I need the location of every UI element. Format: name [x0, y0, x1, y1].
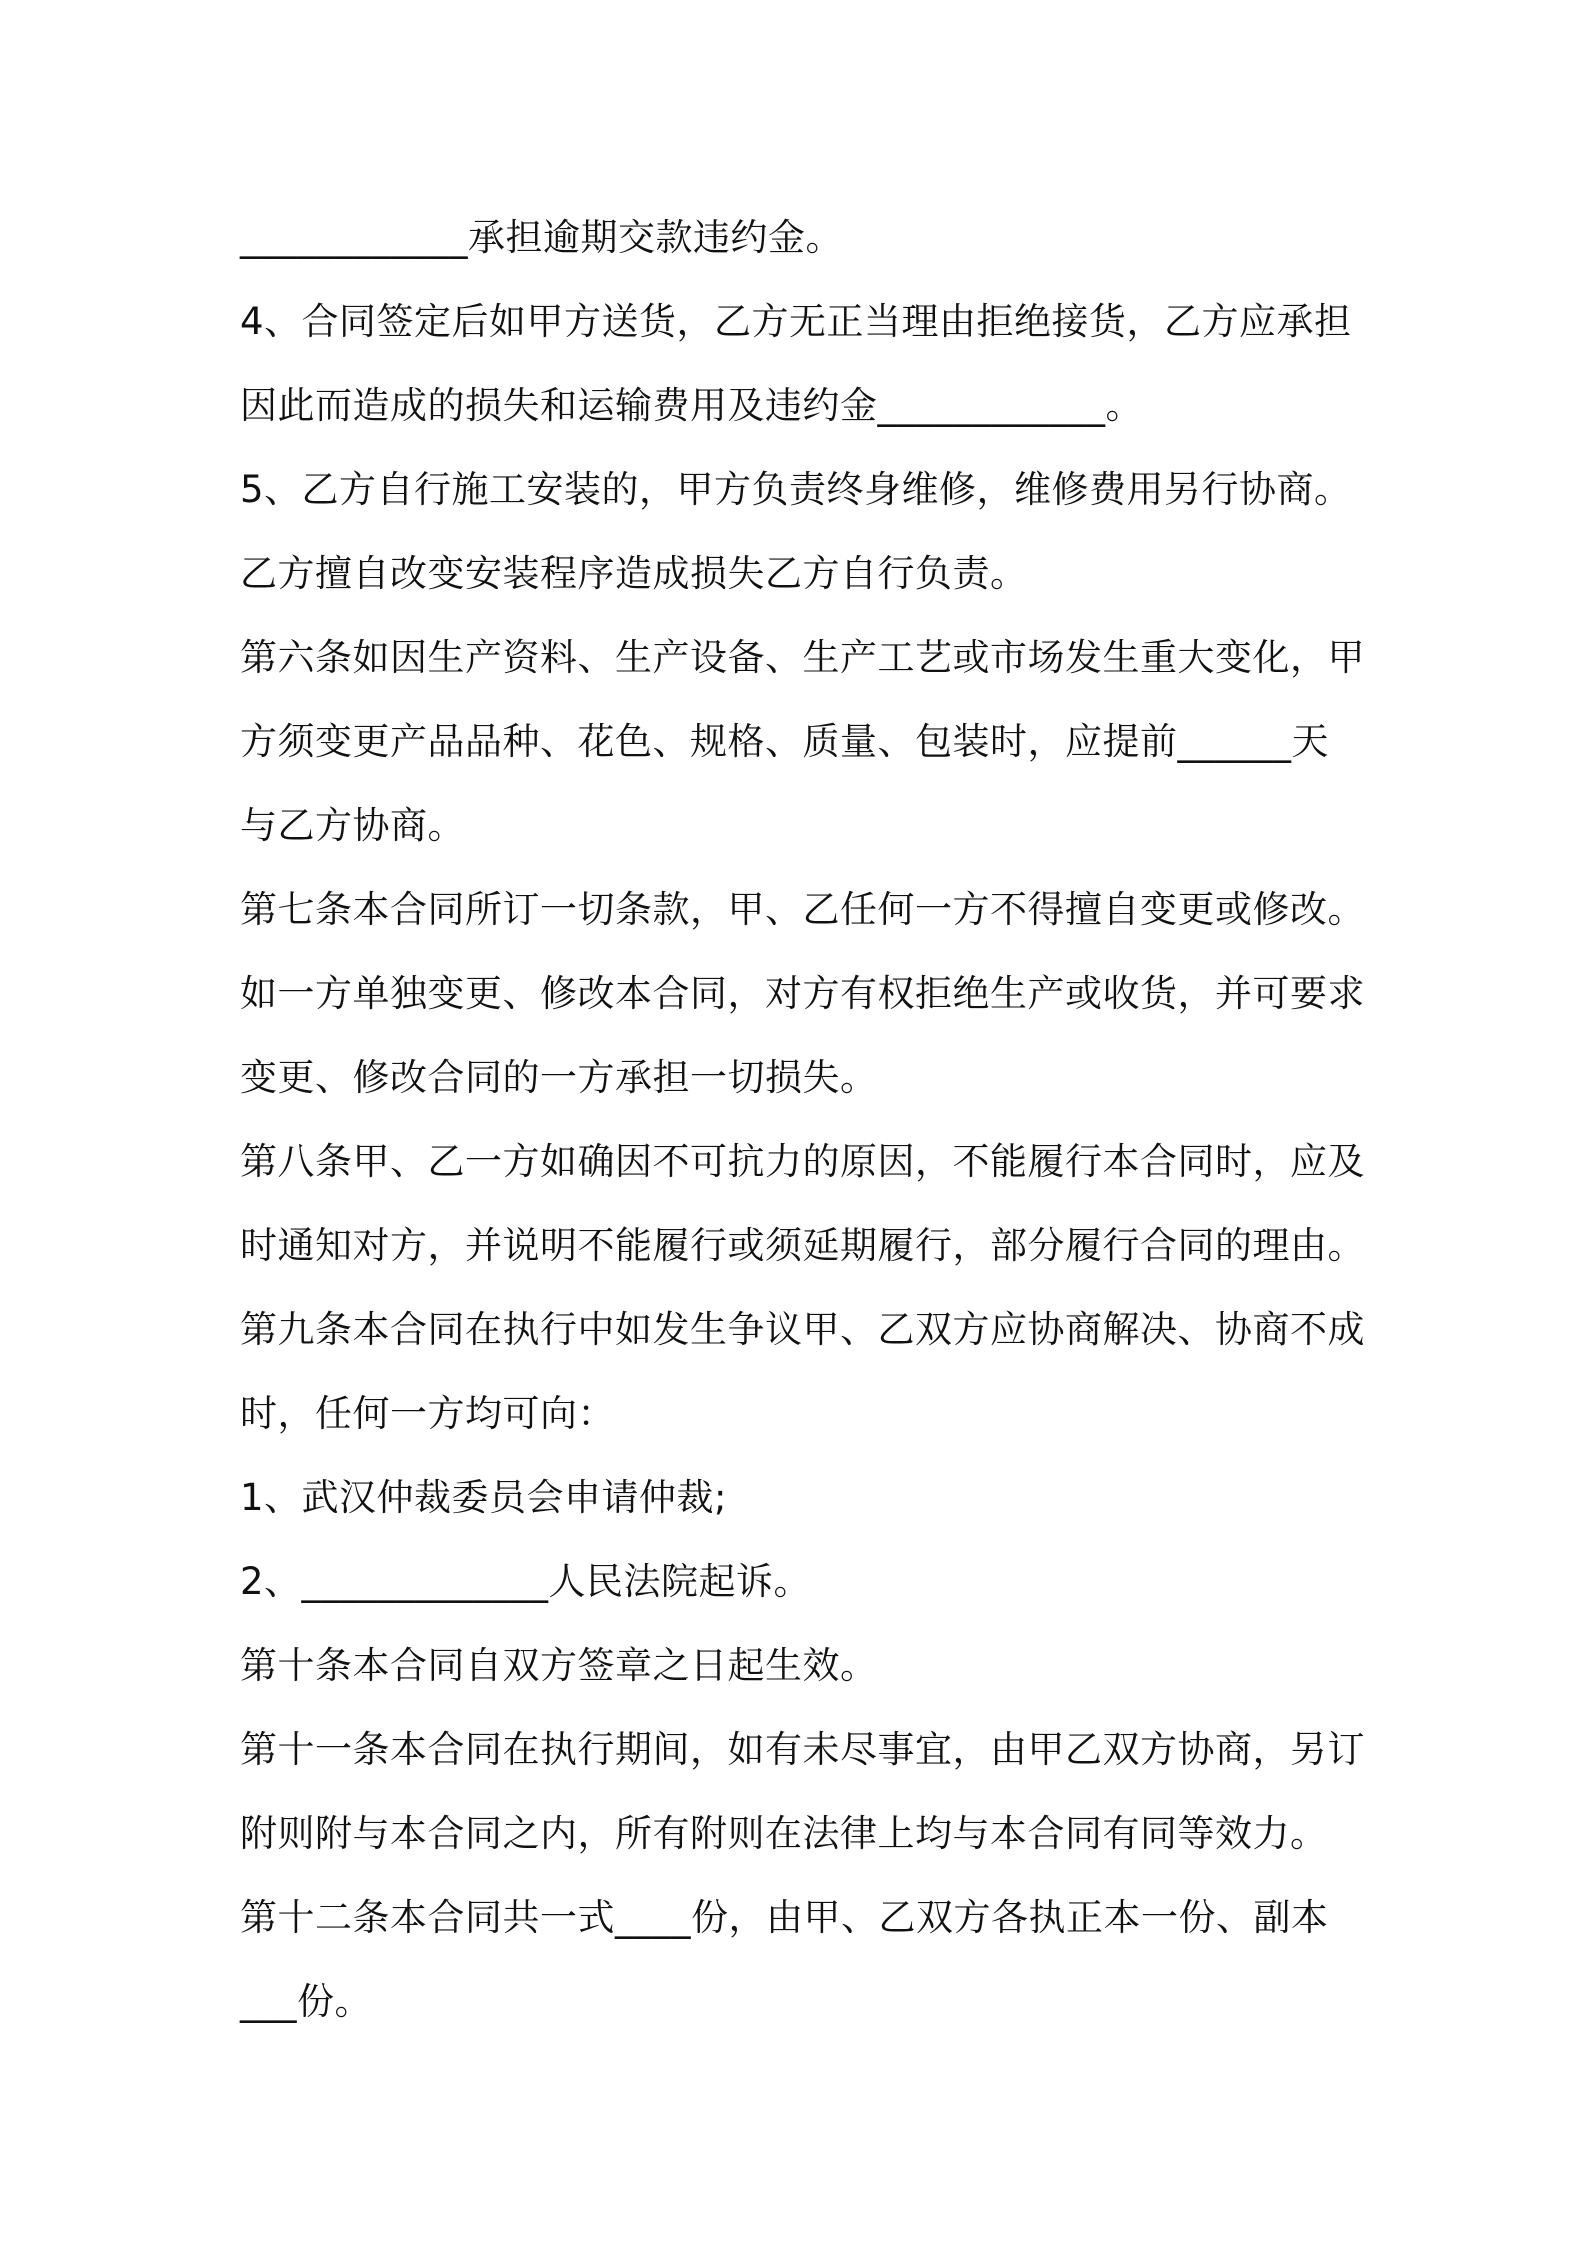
text-line: 与乙方协商。: [240, 804, 465, 847]
text-line: 变更、修改合同的一方承担一切损失。: [240, 1056, 878, 1099]
text-line: 第十条本合同自双方签章之日起生效。: [240, 1644, 878, 1687]
text-line: 第七条本合同所订一切条款，甲、乙任何一方不得擅自变更或修改。: [240, 888, 1365, 931]
text-line: ____________承担逾期交款违约金。: [240, 216, 843, 259]
text-line: 方须变更产品品种、花色、规格、质量、包装时，应提前______天: [240, 720, 1329, 763]
text-line: 第九条本合同在执行中如发生争议甲、乙双方应协商解决、协商不成: [240, 1308, 1365, 1351]
text-line: 第十一条本合同在执行期间，如有未尽事宜，由甲乙双方协商，另订: [240, 1728, 1365, 1771]
text-line: 1、武汉仲裁委员会申请仲裁;: [240, 1476, 728, 1519]
text-line: ___份。: [240, 1980, 372, 2023]
text-line: 时，任何一方均可向：: [240, 1392, 615, 1435]
text-line: 5、乙方自行施工安装的，甲方负责终身维修，维修费用另行协商。: [240, 468, 1352, 511]
text-line: 4、合同签定后如甲方送货，乙方无正当理由拒绝接货，乙方应承担: [240, 300, 1352, 343]
text-line: 如一方单独变更、修改本合同，对方有权拒绝生产或收货，并可要求: [240, 972, 1365, 1015]
text-line: 第十二条本合同共一式____份，由甲、乙双方各执正本一份、副本: [240, 1896, 1329, 1939]
text-line: 第八条甲、乙一方如确因不可抗力的原因，不能履行本合同时，应及: [240, 1140, 1365, 1183]
contract-body: [240, 196, 1365, 2044]
text-line: 附则附与本合同之内，所有附则在法律上均与本合同有同等效力。: [240, 1812, 1328, 1855]
text-line: 乙方擅自改变安装程序造成损失乙方自行负责。: [240, 552, 1028, 595]
text-line: 时通知对方，并说明不能履行或须延期履行，部分履行合同的理由。: [240, 1224, 1365, 1267]
text-line: 第六条如因生产资料、生产设备、生产工艺或市场发生重大变化，甲: [240, 636, 1365, 679]
text-line: 因此而造成的损失和运输费用及违约金____________。: [240, 384, 1143, 427]
text-line: 2、_____________人民法院起诉。: [240, 1560, 812, 1603]
